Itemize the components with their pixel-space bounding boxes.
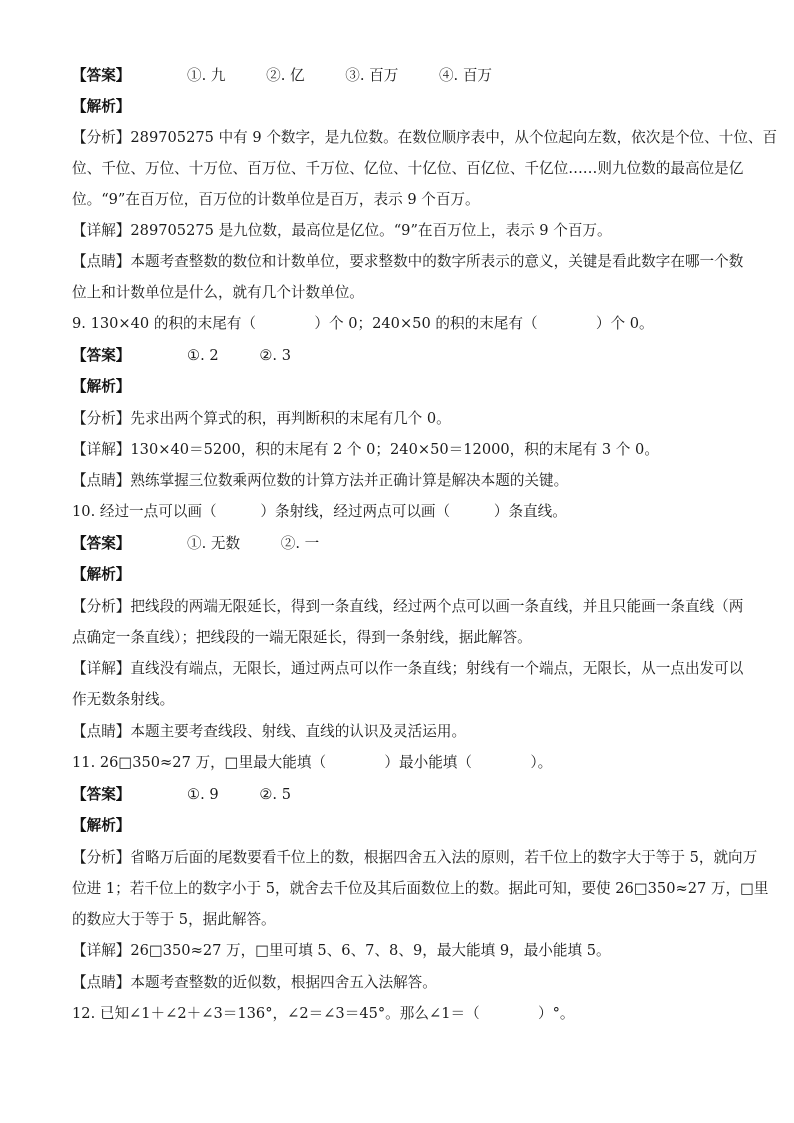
q11-analysis-heading: 【解析】 [72, 817, 131, 834]
answer-item: ②. 亿 [266, 67, 305, 84]
q10-analysis-heading: 【解析】 [72, 566, 131, 583]
answer-label: 【答案】 [72, 347, 131, 364]
q9-answer-line [72, 346, 732, 366]
q11-analysis-line: 位进 1；若千位上的数字小于 5，就舍去千位及其后面数位上的数。据此可知，要使 26□350≈27 万，□里 [72, 880, 769, 897]
q8-answer-line [72, 66, 732, 86]
answer-item: ①. 9 [187, 786, 219, 803]
q10-analysis-line: 点确定一条直线）；把线段的一端无限延长，得到一条射线，据此解答。 [72, 629, 532, 646]
q11-comment-line: 【点睛】本题考查整数的近似数，根据四舍五入法解答。 [72, 974, 437, 991]
q10-detail-line: 作无数条射线。 [72, 691, 175, 708]
answer-item: ③. 百万 [345, 67, 399, 84]
answer-item: ①. 九 [187, 67, 226, 84]
q10-detail-line: 【详解】直线没有端点，无限长，通过两点可以作一条直线；射线有一个端点，无限长，从一点出发可以 [72, 660, 744, 677]
q11-analysis-line: 【分析】省略万后面的尾数要看千位上的数，根据四舍五入法的原则，若千位上的数字大于等于 5，就向万 [72, 849, 758, 866]
q10-analysis-line: 【分析】把线段的两端无限延长，得到一条直线，经过两个点可以画一条直线，并且只能画一条直线（两 [72, 598, 744, 615]
q11-analysis-line: 的数应大于等于 5，据此解答。 [72, 911, 276, 928]
q8-comment-line: 位上和计数单位是什么，就有几个计数单位。 [72, 284, 364, 301]
answer-item: ②. 3 [259, 347, 291, 364]
q11-detail-line: 【详解】26□350≈27 万，□里可填 5、6、7、8、9，最大能填 9，最小能填 5。 [72, 942, 611, 959]
q9-question: 9. 130×40 的积的末尾有（ ）个 0；240×50 的积的末尾有（ ）个 0。 [72, 315, 654, 332]
q12-question: 12. 已知∠1＋∠2＋∠3＝136°，∠2＝∠3＝45°。那么∠1＝（ ）°。 [72, 1005, 575, 1022]
answer-item: ④. 百万 [438, 67, 493, 84]
q9-comment-line: 【点睛】熟练掌握三位数乘两位数的计算方法并正确计算是解决本题的关键。 [72, 472, 569, 489]
q8-analysis-line: 【分析】289705275 中有 9 个数字，是九位数。在数位顺序表中，从个位起向左数，依次是个位、十位、百 [72, 129, 778, 146]
q8-analysis-line: 位。“9”在百万位，百万位的计数单位是百万，表示 9 个百万。 [72, 191, 480, 208]
q8-analysis-heading: 【解析】 [72, 98, 131, 115]
q9-detail-line: 【详解】130×40＝5200，积的末尾有 2 个 0；240×50＝12000，积的末尾有 3 个 0。 [72, 441, 659, 458]
answer-item: ①. 无数 [187, 535, 241, 552]
answer-label: 【答案】 [72, 786, 131, 803]
q9-analysis-heading: 【解析】 [72, 378, 131, 395]
q8-detail-line: 【详解】289705275 是九位数，最高位是亿位。“9”在百万位上，表示 9 个百万。 [72, 222, 612, 239]
answer-item: ①. 2 [187, 347, 219, 364]
q8-analysis-line: 位、千位、万位、十万位、百万位、千万位、亿位、十亿位、百亿位、千亿位……则九位数的最高位是亿 [72, 160, 744, 177]
q10-question: 10. 经过一点可以画（ ）条射线，经过两点可以画（ ）条直线。 [72, 503, 567, 520]
q11-question: 11. 26□350≈27 万，□里最大能填（ ）最小能填（ ）。 [72, 754, 553, 771]
q9-analysis-line: 【分析】先求出两个算式的积，再判断积的末尾有几个 0。 [72, 410, 451, 427]
answer-item: ②. 5 [259, 786, 291, 803]
answer-label: 【答案】 [72, 535, 131, 552]
answer-item: ②. 一 [280, 535, 320, 552]
q8-comment-line: 【点睛】本题考查整数的数位和计数单位，要求整数中的数字所表示的意义，关键是看此数字在哪一个数 [72, 253, 744, 270]
answer-label: 【答案】 [72, 67, 131, 84]
q10-comment-line: 【点睛】本题主要考查线段、射线、直线的认识及灵活运用。 [72, 723, 467, 740]
q10-answer-line [72, 534, 732, 554]
q11-answer-line [72, 785, 732, 805]
